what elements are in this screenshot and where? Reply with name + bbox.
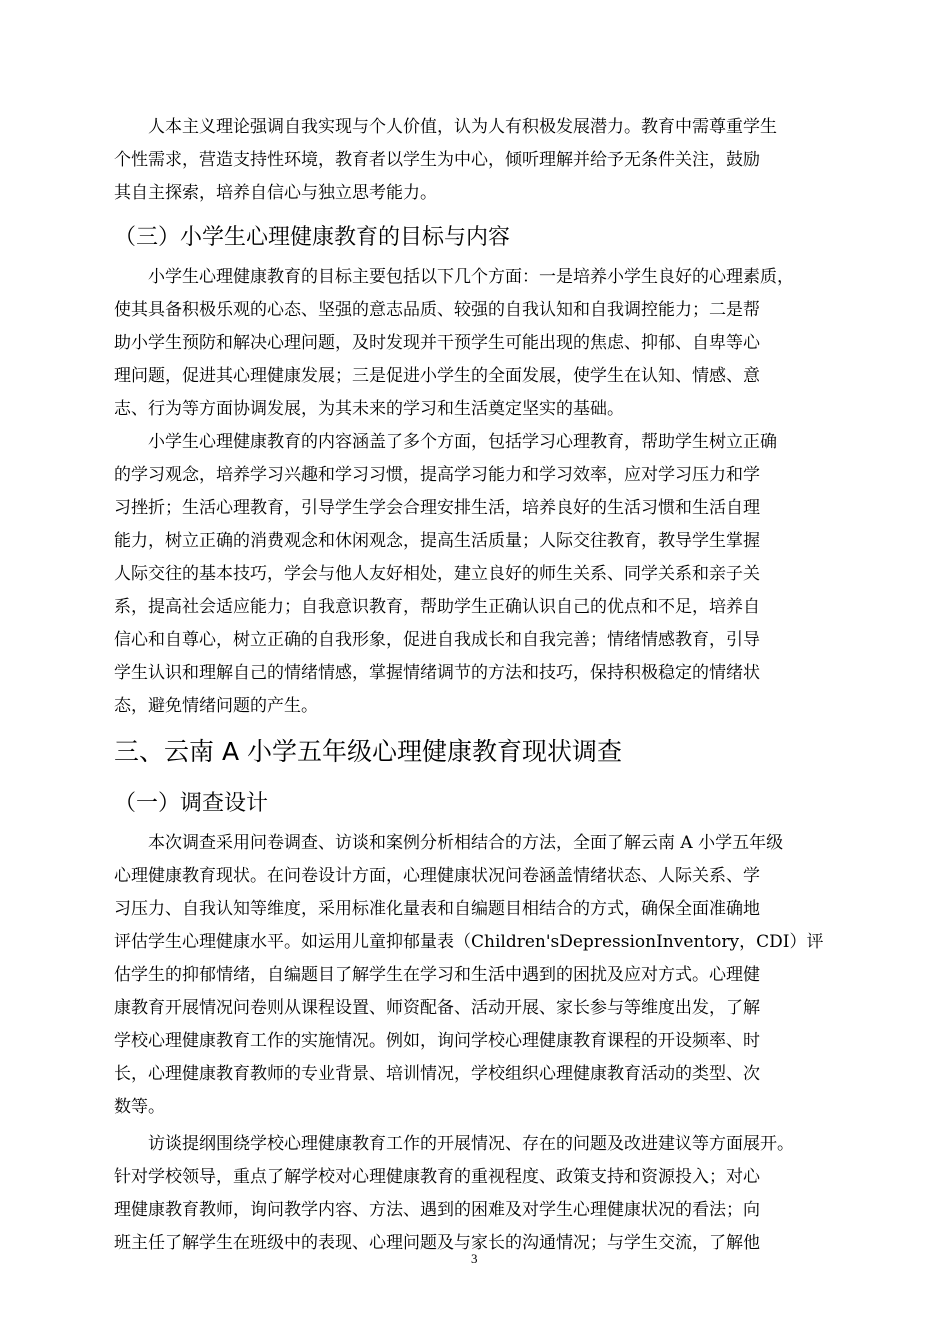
body-text-line: 使其具备积极乐观的心态、坚强的意志品质、较强的自我认知和自我调控能力；二是帮 [114, 300, 760, 320]
page-number: 3 [471, 1251, 478, 1266]
body-text-line: 志、行为等方面协调发展，为其未来的学习和生活奠定坚实的基础。 [114, 399, 624, 419]
body-text-line: 小学生心理健康教育的目标主要包括以下几个方面：一是培养小学生良好的心理素质， [148, 267, 794, 287]
body-text-line: 其自主探索，培养自信心与独立思考能力。 [114, 183, 437, 203]
body-text-line: 理问题，促进其心理健康发展；三是促进小学生的全面发展，使学生在认知、情感、意 [114, 366, 760, 386]
body-text-line: 康教育开展情况问卷则从课程设置、师资配备、活动开展、家长参与等维度出发，了解 [114, 998, 760, 1018]
body-text-line: 评估学生心理健康水平。如运用儿童抑郁量表（Children'sDepressionInventory，CDI）评 [114, 932, 824, 952]
body-text-line: 系，提高社会适应能力；自我意识教育，帮助学生正确认识自己的优点和不足，培养自 [114, 597, 760, 617]
body-text-line: 数等。 [114, 1097, 165, 1117]
body-text-line: 学校心理健康教育工作的实施情况。例如，询问学校心理健康教育课程的开设频率、时 [114, 1031, 760, 1051]
body-text-line: 人际交往的基本技巧，学会与他人友好相处，建立良好的师生关系、同学关系和亲子关 [114, 564, 760, 584]
body-text-line: 的学习观念，培养学习兴趣和学习习惯，提高学习能力和学习效率，应对学习压力和学 [114, 465, 760, 485]
section-heading: 三、云南 A 小学五年级心理健康教育现状调查 [114, 737, 622, 766]
body-text-line: 小学生心理健康教育的内容涵盖了多个方面，包括学习心理教育，帮助学生树立正确 [148, 432, 777, 452]
body-text-line: 估学生的抑郁情绪，自编题目了解学生在学习和生活中遇到的困扰及应对方式。心理健 [114, 965, 760, 985]
body-text-line: 能力，树立正确的消费观念和休闲观念，提高生活质量；人际交往教育，教导学生掌握 [114, 531, 760, 551]
body-text-line: 访谈提纲围绕学校心理健康教育工作的开展情况、存在的问题及改进建议等方面展开。 [148, 1134, 794, 1154]
body-text-line: 态，避免情绪问题的产生。 [114, 696, 318, 716]
body-text-line: 本次调查采用问卷调查、访谈和案例分析相结合的方法，全面了解云南 A 小学五年级 [148, 833, 784, 853]
body-text-line: 习压力、自我认知等维度，采用标准化量表和自编题目相结合的方式，确保全面准确地 [114, 899, 760, 919]
body-text-line: 理健康教育教师，询问教学内容、方法、遇到的困难及对学生心理健康状况的看法；向 [114, 1200, 760, 1220]
body-text-line: 班主任了解学生在班级中的表现、心理问题及与家长的沟通情况；与学生交流，了解他 [114, 1233, 760, 1253]
body-text-line: 学生认识和理解自己的情绪情感，掌握情绪调节的方法和技巧，保持积极稳定的情绪状 [114, 663, 760, 683]
body-text-line: 个性需求，营造支持性环境，教育者以学生为中心，倾听理解并给予无条件关注，鼓励 [114, 150, 760, 170]
subsection-heading-design: （一）调查设计 [114, 791, 269, 816]
body-text-line: 人本主义理论强调自我实现与个人价值，认为人有积极发展潜力。教育中需尊重学生 [148, 117, 777, 137]
body-text-line: 助小学生预防和解决心理问题，及时发现并干预学生可能出现的焦虑、抑郁、自卑等心 [114, 333, 760, 353]
subsection-heading-goals: （三）小学生心理健康教育的目标与内容 [114, 225, 511, 250]
body-text-line: 长，心理健康教育教师的专业背景、培训情况，学校组织心理健康教育活动的类型、次 [114, 1064, 760, 1084]
body-text-line: 针对学校领导，重点了解学校对心理健康教育的重视程度、政策支持和资源投入；对心 [114, 1167, 760, 1187]
body-text-line: 心理健康教育现状。在问卷设计方面，心理健康状况问卷涵盖情绪状态、人际关系、学 [114, 866, 760, 886]
body-text-line: 习挫折；生活心理教育，引导学生学会合理安排生活，培养良好的生活习惯和生活自理 [114, 498, 760, 518]
body-text-line: 信心和自尊心，树立正确的自我形象，促进自我成长和自我完善；情绪情感教育，引导 [114, 630, 760, 650]
